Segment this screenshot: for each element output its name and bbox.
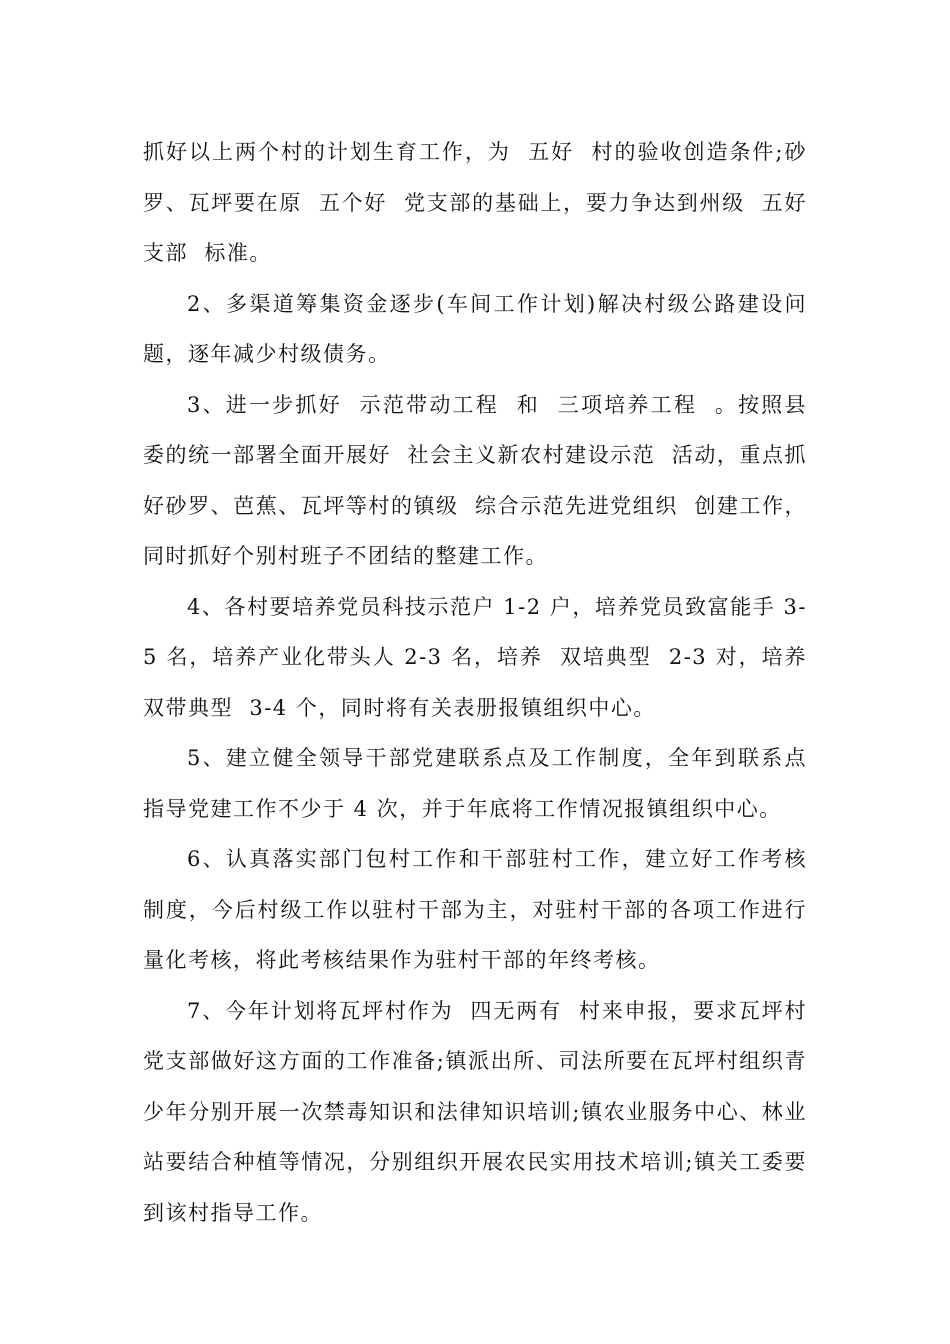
paragraph-item-2: 2、多渠道筹集资金逐步(车间工作计划)解决村级公路建设问题，逐年减少村级债务。 [143, 291, 807, 366]
paragraph-item-7: 7、今年计划将瓦坪村作为 四无两有 村来申报，要求瓦坪村党支部做好这方面的工作准备;镇派出所、司法所要在瓦坪村组织青少年分别开展一次禁毒知识和法律知识培训;镇农业服务中心、林业站要结合种植等情况，分别组织开展农民实用技术培训;镇关工委要到该村指导工作。 [143, 998, 807, 1225]
paragraph-item-3: 3、进一步抓好 示范带动工程 和 三项培养工程 。按照县委的统一部署全面开展好 社会主义新农村建设示范 活动，重点抓好砂罗、芭蕉、瓦坪等村的镇级 综合示范先进党组织 创建工作，同时抓好个别村班子不团结的整建工作。 [143, 392, 807, 568]
paragraph-item-6: 6、认真落实部门包村工作和干部驻村工作，建立好工作考核制度，今后村级工作以驻村干部为主，对驻村干部的各项工作进行量化考核，将此考核结果作为驻村干部的年终考核。 [143, 847, 807, 972]
paragraph-item-4: 4、各村要培养党员科技示范户 1-2 户，培养党员致富能手 3-5 名，培养产业化带头人 2-3 名，培养 双培典型 2-3 对，培养 双带典型 3-4 个，同时将有关表册报镇组织中心。 [143, 594, 824, 720]
document-body [143, 127, 824, 1238]
paragraph-item-5: 5、建立健全领导干部党建联系点及工作制度，全年到联系点指导党建工作不少于 4 次，并于年底将工作情况报镇组织中心。 [143, 746, 807, 821]
paragraph-continuation: 抓好以上两个村的计划生育工作，为 五好 村的验收创造条件;砂罗、瓦坪要在原 五个好 党支部的基础上，要力争达到州级 五好支部 标准。 [143, 140, 807, 265]
